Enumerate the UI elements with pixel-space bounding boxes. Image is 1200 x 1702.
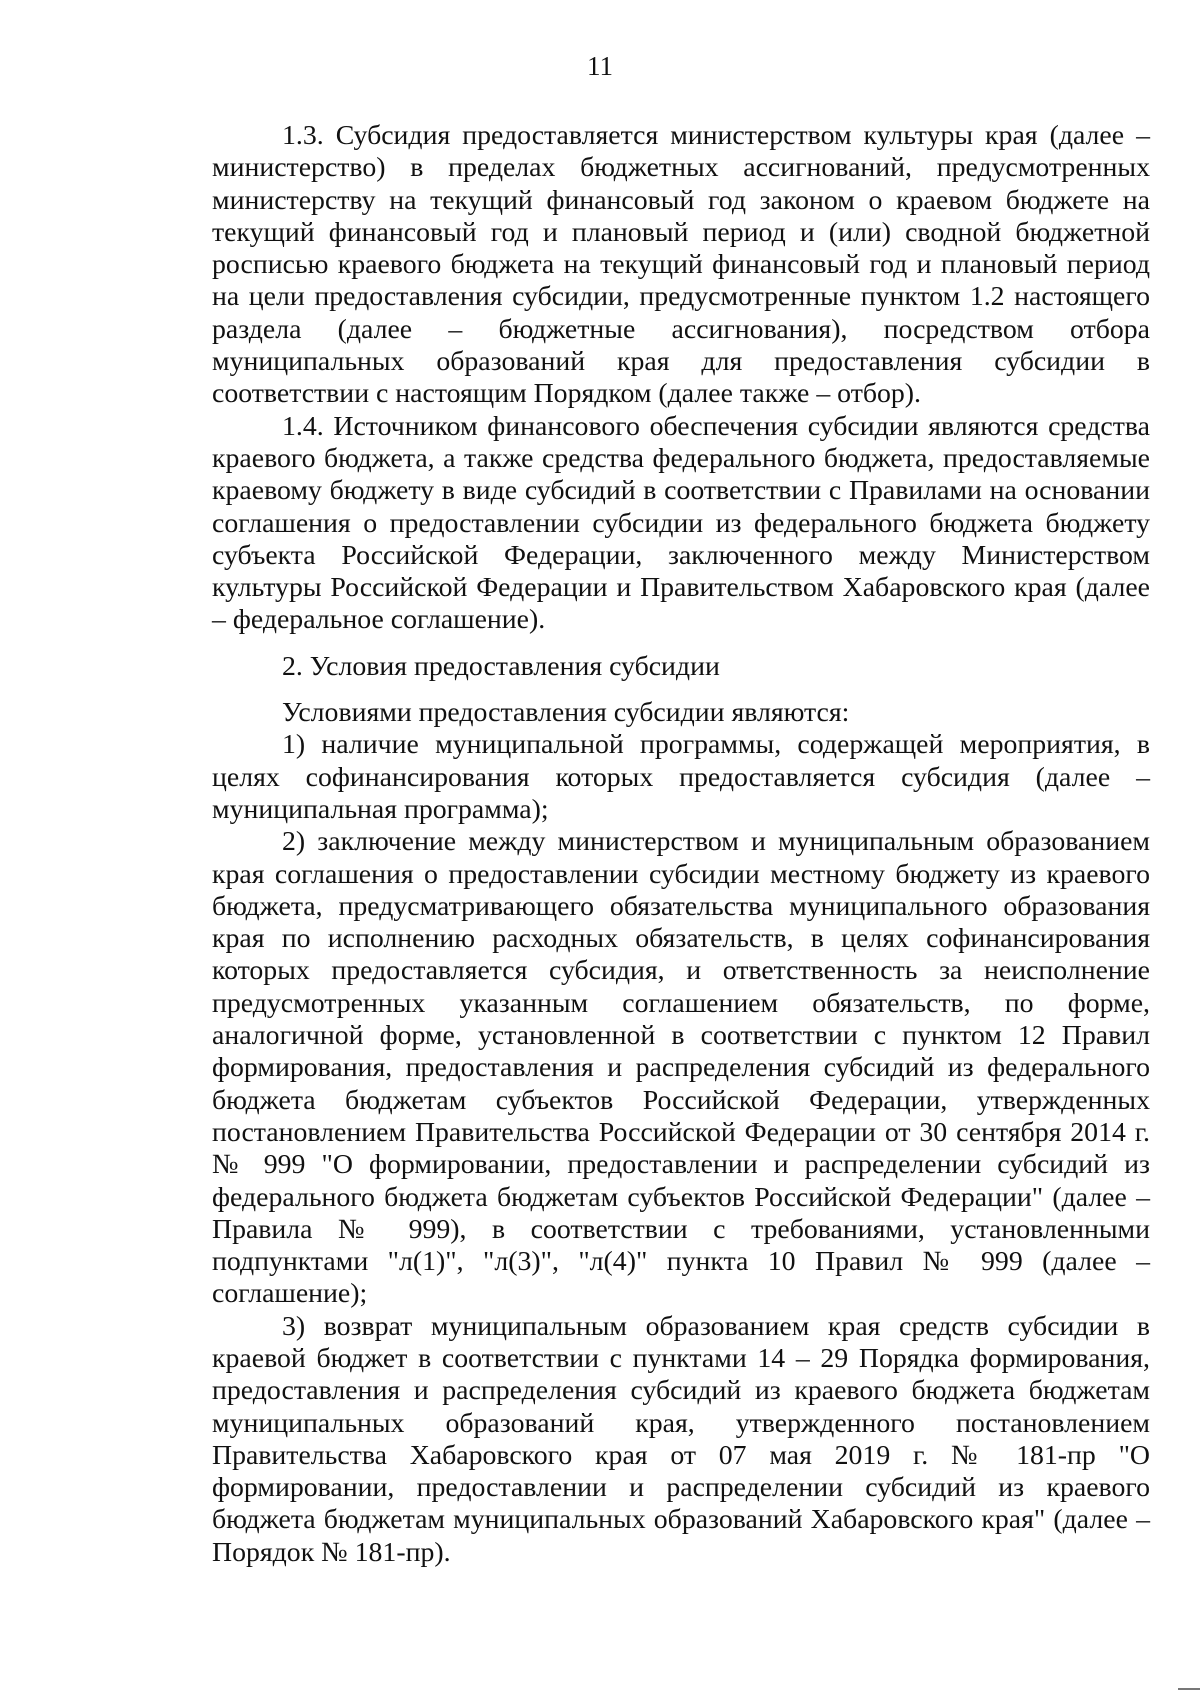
- section-heading: 2. Условия предоставления субсидии: [282, 650, 720, 682]
- condition-item-2: 2) заключение между министерством и муниципальным образованием края соглашения о предоставлении субсидии местному бюджету из краевого бюджета, предусматривающего обязательства муниципального образования края по исполнению расходных обязательств, в целях софинансирования которых предоставляется субсидия, и ответственность за неисполнение предусмотренных указанным соглашением обязательств, по форме, аналогичной форме, установленной в соответствии с пунктом 12 Правил формирования, предоставления и распределения субсидий из федерального бюджета бюджетам субъектов Российской Федерации, утвержденных постановлением Правительства Российской Федерации от 30 сентября 2014 г. № 999 "О формировании, предоставлении и распределении субсидий из федерального бюджета бюджетам субъектов Российской Федерации" (далее – Правила № 999), в соответствии с требованиями, установленными подпунктами "л(1)", "л(3)", "л(4)" пункта 10 Правил № 999 (далее – соглашение);: [212, 826, 1150, 1310]
- scan-edge-mark: [1178, 1688, 1200, 1690]
- page-number: 11: [587, 51, 613, 81]
- condition-item-3: 3) возврат муниципальным образованием края средств субсидии в краевой бюджет в соответствии с пунктами 14 – 29 Порядка формирования, предоставления и распределения субсидий из краевого бюджета бюджетам муниципальных образований края, утвержденного постановлением Правительства Хабаровского края от 07 мая 2019 г. № 181-пр "О формировании, предоставлении и распределении субсидий из краевого бюджета бюджетам муниципальных образований Хабаровского края" (далее – Порядок № 181-пр).: [212, 1310, 1150, 1568]
- document-body: [212, 120, 1150, 1569]
- conditions-intro: Условиями предоставления субсидии являются:: [282, 697, 850, 729]
- paragraph-1-3: 1.3. Субсидия предоставляется министерством культуры края (далее – министерство) в пределах бюджетных ассигнований, предусмотренных министерству на текущий финансовый год законом о краевом бюджете на текущий финансовый год и плановый период и (или) сводной бюджетной росписью краевого бюджета на текущий финансовый год и плановый период на цели предоставления субсидии, предусмотренные пунктом 1.2 настоящего раздела (далее – бюджетные ассигнования), посредством отбора муниципальных образований края для предоставления субсидии в соответствии с настоящим Порядком (далее также – отбор).: [212, 120, 1150, 410]
- condition-item-1: 1) наличие муниципальной программы, содержащей мероприятия, в целях софинансирования которых предоставляется субсидия (далее – муниципальная программа);: [212, 729, 1150, 825]
- paragraph-1-4: 1.4. Источником финансового обеспечения субсидии являются средства краевого бюджета, а также средства федерального бюджета, предоставляемые краевому бюджету в виде субсидий в соответствии с Правилами на основании соглашения о предоставлении субсидии из федерального бюджета бюджету субъекта Российской Федерации, заключенного между Министерством культуры Российской Федерации и Правительством Хабаровского края (далее – федеральное соглашение).: [212, 410, 1150, 636]
